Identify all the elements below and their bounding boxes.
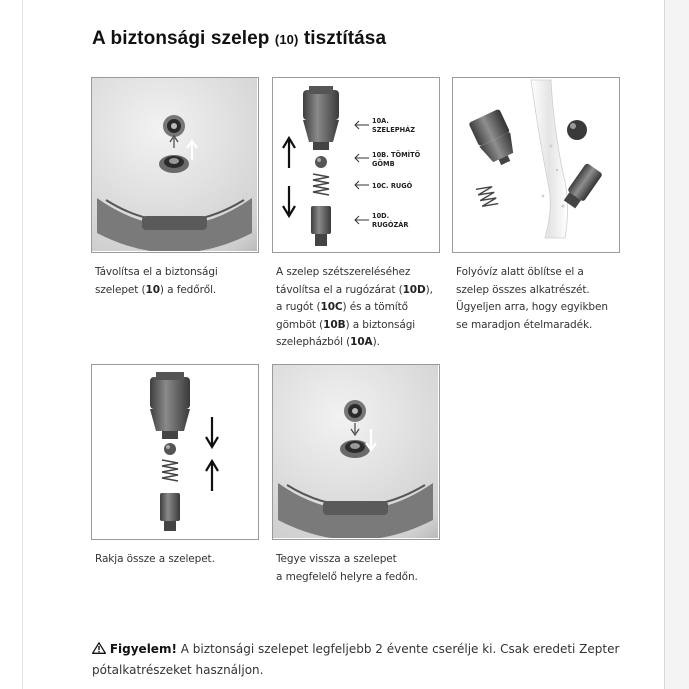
warning-triangle-icon [92,642,106,654]
caption-part-ref: 10D [402,283,426,296]
step-3-caption [456,264,608,334]
caption-part-ref: 10A [350,336,373,348]
label-10d: 10D. [372,212,390,220]
warning-note [92,639,652,681]
step-2-caption [276,264,433,352]
label-10c: 10C. RUGÓ [372,182,413,190]
step-1-image [91,77,259,253]
label-10a-name: SZELEPHÁZ [372,126,415,134]
caption-line: Ügyeljen arra, hogy egyikben [456,301,608,313]
caption-line: a rugót (10C) és a tömítő [276,301,408,313]
page-edge [22,0,23,689]
caption-line: szelepházból (10A). [276,336,380,348]
label-10b-name: GÖMB [372,160,395,168]
caption-line: A szelep szétszereléséhez [276,266,411,278]
step-1-caption [95,264,218,299]
caption-line: Folyóvíz alatt öblítse el a [456,266,584,278]
caption-line: Rakja össze a szelepet. [95,553,215,565]
step-3-image [452,77,620,253]
caption-part-ref: 10 [145,283,160,296]
label-10b: 10B. TÖMÍTŐ [372,151,421,159]
caption-line: gömböt (10B) a biztonsági [276,318,416,331]
label-10a: 10A. [372,117,389,125]
warning-text: A biztonsági szelepet legfeljebb 2 évente cserélje ki. Csak eredeti Zepter [180,642,620,656]
step-2-image [272,77,440,253]
step-5-image [272,364,440,540]
label-10d-name: RUGÓZÁR [372,221,409,229]
step-4-image [91,364,259,540]
page-title: A biztonsági szelep (10) tisztítása [92,28,387,49]
caption-part-ref: 10B [323,318,346,331]
caption-line: se maradjon ételmaradék. [456,318,593,331]
page-margin [665,0,689,689]
caption-line: szelep összes alkatrészét. [456,283,590,296]
caption-line: Távolítsa el a biztonsági [95,266,218,278]
step-5-caption [276,551,418,586]
warning-text-2: pótalkatrészeket használjon. [92,663,264,677]
caption-line: Tegye vissza a szelepet [276,553,397,565]
step-4-caption [95,551,215,569]
caption-line: szelepet (10) a fedőről. [95,283,217,296]
caption-part-ref: 10C [320,301,343,313]
warning-label: Figyelem! [109,642,177,656]
caption-line: a megfelelő helyre a fedőn. [276,570,418,583]
page-edge [664,0,665,689]
caption-line: távolítsa el a rugózárat (10D), [276,283,433,296]
